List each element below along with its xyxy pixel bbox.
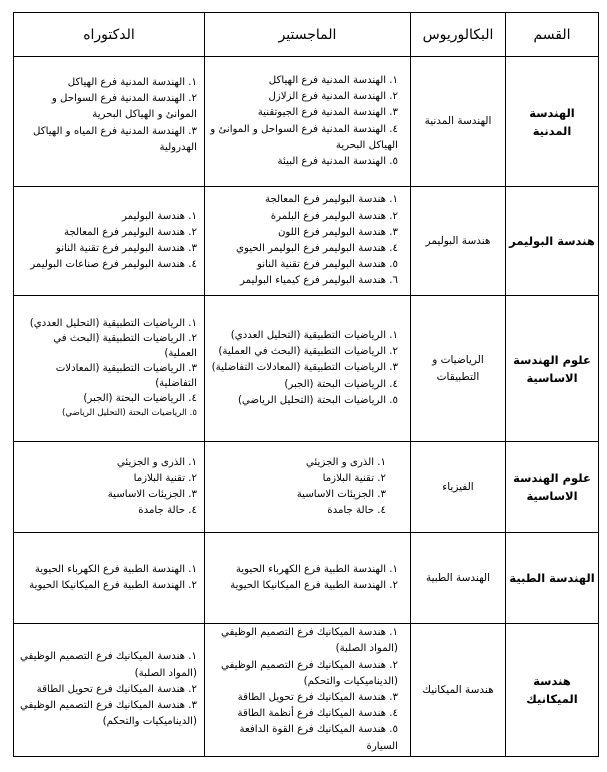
list-item: ٣. الرياضيات التطبيقية (المعادلات التفاضلية) xyxy=(211,362,398,374)
list-item: ٢. الهندسة المدنية فرع السواحل و الموانئ و الهياكل البحرية xyxy=(51,93,197,121)
list-item: ٢. هندسة الميكانيك فرع تحويل الطاقة xyxy=(36,683,197,695)
programs-table-wrapper xyxy=(13,12,598,757)
doctorate-cell xyxy=(14,187,205,296)
list-item: ١. الهندسة الطبية فرع الكهرباء الحيوية xyxy=(34,563,197,575)
bachelor-cell: هندسة الميكانيك xyxy=(411,624,506,757)
master-cell xyxy=(205,57,411,187)
list-item: ١. الرياضيات التطبيقية (التحليل العددي) xyxy=(230,329,398,341)
list-item: ٣. الجزيئات الاساسية xyxy=(107,489,197,500)
list-item: ١. الهندسة المدنية فرع الهياكل xyxy=(67,77,197,88)
list-item: ١. الذرى و الجزيئي xyxy=(305,456,386,468)
list-item: ٥. الهندسة المدنية فرع البيئة xyxy=(277,155,398,167)
list-item: ٣. هندسة الميكانيك فرع التصميم الوظيفي (الديناميكيات والتحكم) xyxy=(19,700,197,728)
table-row xyxy=(14,57,599,187)
header-bachelor: البكالوريوس xyxy=(411,13,506,57)
list-item: ٤. الرياضيات البحتة (الجبر) xyxy=(284,378,398,390)
bachelor-cell: الرياضيات و التطبيقات xyxy=(411,296,506,442)
list-item: ١. هندسة البوليمر xyxy=(122,210,197,222)
list-item: ١. الرياضيات التطبيقية (التحليل العددي) xyxy=(29,318,197,329)
list-item: ٤. الرياضيات البحتة (الجبر) xyxy=(83,393,197,404)
list-item: ٣. الجزيئات الاساسية xyxy=(296,489,386,500)
list-item: ٣. الهندسة المدنية فرع المياه و الهياكل الهدرولية xyxy=(33,125,197,153)
list-item: ٦. هندسة البوليمر فرع كيمياء البوليمر xyxy=(240,275,398,287)
list-item: ٥. هندسة الميكانيك فرع القوة الدافعة السيارة xyxy=(239,724,398,752)
doctorate-cell xyxy=(14,296,205,442)
list-item: ٢. تقنية البلازما xyxy=(322,472,386,484)
department-cell: علوم الهندسة الاساسية xyxy=(506,442,599,533)
list-item: ١. الهندسة الطبية فرع الكهرباء الحيوية xyxy=(235,563,398,575)
list-item: ٣. الهندسة المدنية فرع الجيوتقنية xyxy=(257,107,398,119)
header-master: الماجستير xyxy=(205,13,411,57)
list-item: ١. هندسة الميكانيك فرع التصميم الوظيفي (المواد الصلبة) xyxy=(19,651,197,679)
list-item: ١. الذرى و الجزيئي xyxy=(116,456,197,468)
bachelor-cell: الهندسة الطبية xyxy=(411,533,506,624)
table-row xyxy=(14,296,599,442)
list-item: ١. الهندسة المدنية فرع الهياكل xyxy=(268,74,398,86)
list-item: ٢. الهندسة الطبية فرع الميكانيكا الحيوية xyxy=(29,580,197,591)
list-item: ٤. هندسة البوليمر فرع البوليمر الحيوي xyxy=(235,243,398,254)
master-cell xyxy=(205,624,411,757)
master-cell xyxy=(205,187,411,296)
bachelor-cell: الهندسة المدنية xyxy=(411,57,506,187)
header-doctorate: الدكتوراه xyxy=(14,13,205,57)
list-item: ٤. الهندسة المدنية فرع السواحل و الموانئ و الهياكل البحرية xyxy=(210,123,398,151)
list-item: ٤. حالة جامدة xyxy=(327,505,386,517)
list-item: ٤. هندسة الميكانيك فرع أنظمة الطاقة xyxy=(237,708,398,720)
list-item: ١. هندسة الميكانيك فرع التصميم الوظيفي (المواد الصلبة) xyxy=(220,627,398,655)
bachelor-cell: الفيزياء xyxy=(411,442,506,533)
list-item: ٢. الهندسة المدنية فرع الزلازل xyxy=(268,91,398,103)
list-item: ٣. الرياضيات التطبيقية (المعادلات التفاضلية) xyxy=(55,363,197,389)
master-cell xyxy=(205,442,411,533)
department-cell: هندسة الميكانيك xyxy=(506,624,599,757)
list-item: ٥. هندسة البوليمر فرع تقنية النانو xyxy=(256,259,398,271)
table-row xyxy=(14,533,599,624)
list-item: ٤. حالة جامدة xyxy=(138,505,197,517)
list-item: ٢. هندسة البوليمر فرع البلمرة xyxy=(270,210,398,222)
list-item: ٥. الرياضيات البحتة (التحليل الرياضي) xyxy=(61,408,197,418)
list-item: ٢. هندسة الميكانيك فرع التصميم الوظيفي (الديناميكيات والتحكم) xyxy=(220,659,398,687)
doctorate-cell xyxy=(14,442,205,533)
list-item: ٢. تقنية البلازما xyxy=(133,472,197,484)
department-cell: علوم الهندسة الاساسية xyxy=(506,296,599,442)
list-item: ٤. هندسة البوليمر فرع صناعات البوليمر xyxy=(30,259,197,271)
programs-table xyxy=(13,12,599,757)
table-row xyxy=(14,624,599,757)
list-item: ٢. هندسة البوليمر فرع المعالجة xyxy=(64,226,197,238)
list-item: ٣. هندسة البوليمر فرع اللون xyxy=(277,226,398,238)
list-item: ٢. الرياضيات التطبيقية (البحث في العملية) xyxy=(53,333,197,359)
department-cell: الهندسة الطبية xyxy=(506,533,599,624)
header-row xyxy=(14,13,599,57)
table-row xyxy=(14,442,599,533)
list-item: ٢. الرياضيات التطبيقية (البحث في العملية) xyxy=(218,346,398,358)
header-department: القسم xyxy=(506,13,599,57)
list-item: ٣. هندسة الميكانيك فرع تحويل الطاقة xyxy=(237,692,398,703)
master-cell xyxy=(205,533,411,624)
list-item: ١. هندسة البوليمر فرع المعالجة xyxy=(265,194,398,206)
department-cell: هندسة البوليمر xyxy=(506,187,599,296)
table-row xyxy=(14,187,599,296)
master-cell xyxy=(205,296,411,442)
department-cell: الهندسة المدنية xyxy=(506,57,599,187)
bachelor-cell: هندسة البوليمر xyxy=(411,187,506,296)
list-item: ٥. الرياضيات البحتة (التحليل الرياضي) xyxy=(237,394,398,406)
doctorate-cell xyxy=(14,533,205,624)
list-item: ٢. الهندسة الطبية فرع الميكانيكا الحيوية xyxy=(230,580,398,591)
doctorate-cell xyxy=(14,57,205,187)
list-item: ٣. هندسة البوليمر فرع تقنية النانو xyxy=(55,243,197,254)
doctorate-cell xyxy=(14,624,205,757)
